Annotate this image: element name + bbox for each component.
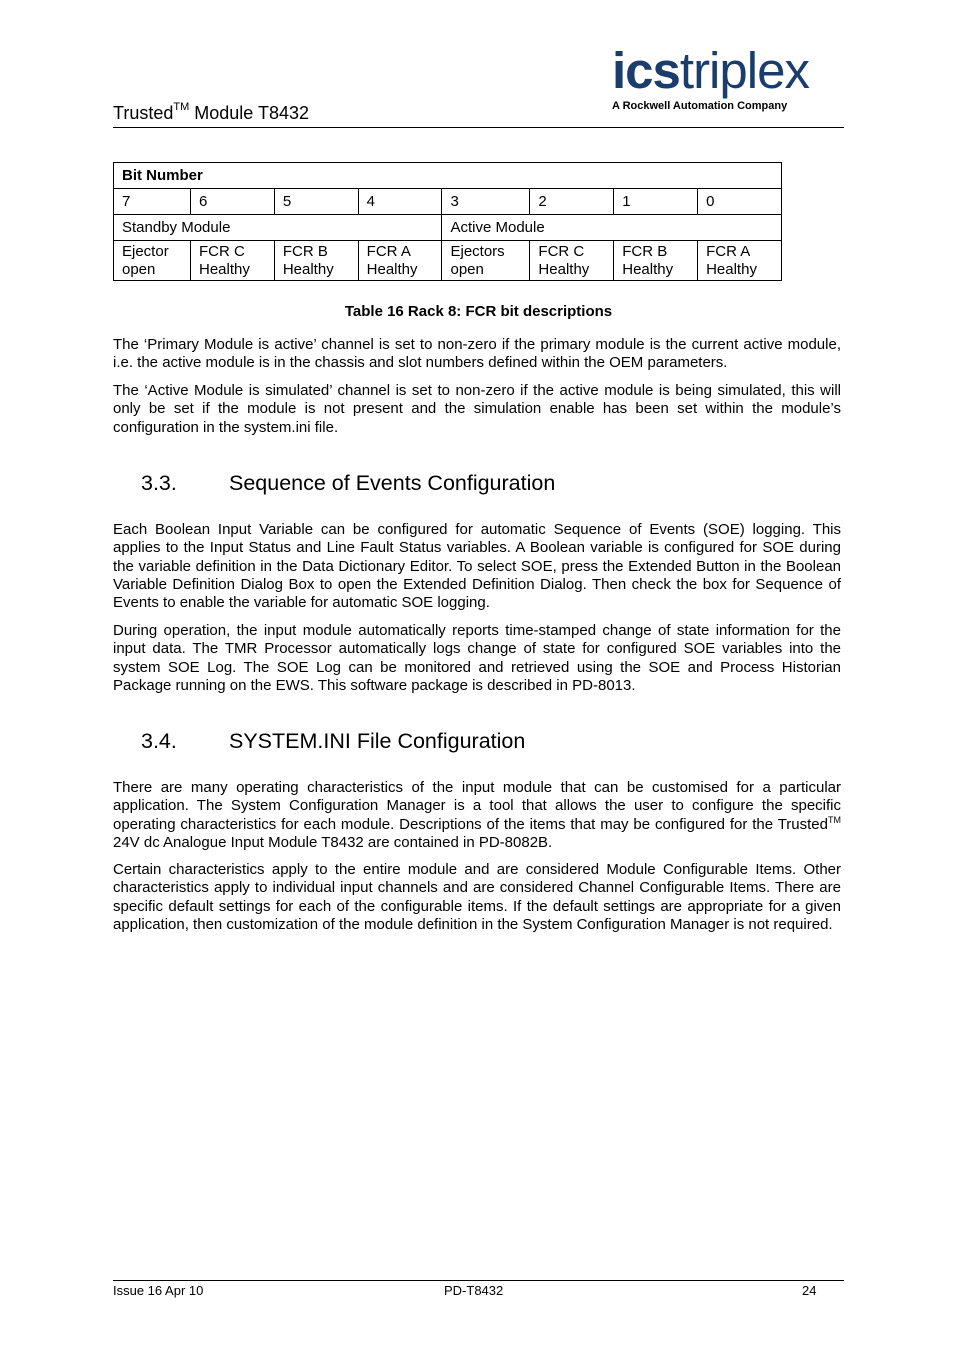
paragraph-soe-config: Each Boolean Input Variable can be configured for automatic Sequence of Events (SOE) logging. This applies to the Input Status and Line Fault Status variables. A Boolean variable is configured for SOE during the variable definition in the Data Dictionary Editor. To select SOE, press the Extended Button in the Boolean Variable Definition Dialog Box to open the Extended Definition Dialog. Then check the box for Sequence of Events to enable the variable for automatic SOE logging. bbox=[113, 521, 841, 612]
section-heading-3-4 bbox=[141, 729, 525, 754]
desc-line: Healthy bbox=[366, 261, 418, 278]
desc-line: FCR A bbox=[366, 243, 411, 260]
bit-cell: 1 bbox=[614, 189, 698, 215]
desc-line: Healthy bbox=[282, 261, 334, 278]
paragraph-system-ini bbox=[113, 779, 841, 852]
text-run: 24V dc Analogue Input Module T8432 are contained in PD-8082B. bbox=[113, 833, 553, 851]
title-prefix: Trusted bbox=[113, 103, 174, 123]
bit-number-row bbox=[114, 189, 782, 215]
bit-cell: 2 bbox=[530, 189, 614, 215]
bit-cell: 0 bbox=[698, 189, 782, 215]
logo-tagline: A Rockwell Automation Company bbox=[612, 100, 788, 112]
desc-line: FCR C bbox=[199, 243, 245, 260]
logo-wordmark bbox=[612, 42, 844, 99]
desc-line: open bbox=[122, 261, 156, 278]
footer-rule bbox=[113, 1280, 844, 1281]
desc-line: FCR B bbox=[282, 243, 328, 260]
section-heading-3-3 bbox=[141, 471, 555, 496]
desc-line: open bbox=[450, 261, 484, 278]
desc-cell bbox=[698, 241, 782, 281]
bit-cell: 5 bbox=[274, 189, 358, 215]
paragraph-configurable-items: Certain characteristics apply to the entire module and are considered Module Configurable Items. Other characteristics apply to individual input channels and are considered Channel Configurable Items. There are specific default settings for each of the configurable items. If the default settings are appropriate for a given application, then customization of the module definition in the System Configuration Manager is not required. bbox=[113, 861, 841, 933]
desc-line: FCR C bbox=[538, 243, 585, 260]
desc-line: FCR B bbox=[622, 243, 668, 260]
desc-line: Ejector bbox=[122, 243, 169, 260]
standby-module-cell: Standby Module bbox=[114, 215, 442, 241]
footer-page-number: 24 bbox=[802, 1283, 817, 1298]
desc-line: Healthy bbox=[622, 261, 674, 278]
desc-cell bbox=[530, 241, 614, 281]
trademark-superscript: TM bbox=[173, 101, 190, 113]
desc-line: Healthy bbox=[706, 261, 757, 278]
desc-line: Healthy bbox=[538, 261, 590, 278]
fcr-bit-table bbox=[113, 162, 782, 281]
trademark-superscript: TM bbox=[828, 814, 841, 825]
desc-cell bbox=[274, 241, 358, 281]
description-row bbox=[114, 241, 782, 281]
section-number: 3.3. bbox=[141, 471, 177, 495]
text-run: There are many operating characteristics of the input module that can be customised for a particular application. The System Configuration Manager is a tool that allows the user to configure the specific operating characteristics for each module. Descriptions of the items that may be configured for the Trusted bbox=[113, 779, 841, 833]
title-suffix: Module T8432 bbox=[189, 103, 310, 123]
ics-triplex-logo bbox=[612, 42, 844, 112]
table-caption: Table 16 Rack 8: FCR bit descriptions bbox=[344, 303, 613, 320]
desc-cell bbox=[114, 241, 191, 281]
active-module-cell: Active Module bbox=[442, 215, 782, 241]
bit-cell: 3 bbox=[442, 189, 530, 215]
section-title: Sequence of Events Configuration bbox=[229, 471, 556, 495]
footer-document-id: PD-T8432 bbox=[444, 1283, 504, 1298]
module-group-row bbox=[114, 215, 782, 241]
paragraph-primary-module: The ‘Primary Module is active’ channel is set to non-zero if the primary module is the current active module, i.e. the active module is in the chassis and slot numbers defined within the OEM parameters. bbox=[113, 336, 841, 372]
table-header-cell: Bit Number bbox=[114, 163, 782, 189]
document-title bbox=[113, 101, 309, 124]
footer-issue: Issue 16 Apr 10 bbox=[113, 1283, 204, 1298]
logo-ics: ics bbox=[612, 42, 680, 99]
desc-cell bbox=[191, 241, 275, 281]
desc-line: Ejectors bbox=[450, 243, 505, 260]
desc-line: Healthy bbox=[199, 261, 250, 278]
table-header-row bbox=[114, 163, 782, 189]
desc-cell bbox=[358, 241, 442, 281]
section-number: 3.4. bbox=[141, 729, 177, 753]
paragraph-active-simulated: The ‘Active Module is simulated’ channel is set to non-zero if the active module is being simulated, this will only be set if the module is not present and the simulation enable has been set within the module’s configuration in the system.ini file. bbox=[113, 382, 841, 436]
bit-cell: 4 bbox=[358, 189, 442, 215]
paragraph-soe-operation: During operation, the input module automatically reports time-stamped change of state information for the input data. The TMR Processor automatically logs change of state for configured SOE variables into the system SOE Log. The SOE Log can be monitored and retrieved using the SOE and Process Historian Package running on the EWS. This software package is described in PD-8013. bbox=[113, 622, 841, 694]
section-title: SYSTEM.INI File Configuration bbox=[229, 729, 526, 753]
bit-cell: 6 bbox=[191, 189, 275, 215]
logo-triplex: triplex bbox=[679, 42, 809, 99]
desc-line: FCR A bbox=[706, 243, 751, 260]
desc-cell bbox=[442, 241, 530, 281]
desc-cell bbox=[614, 241, 698, 281]
bit-cell: 7 bbox=[114, 189, 191, 215]
header-rule bbox=[113, 127, 844, 128]
